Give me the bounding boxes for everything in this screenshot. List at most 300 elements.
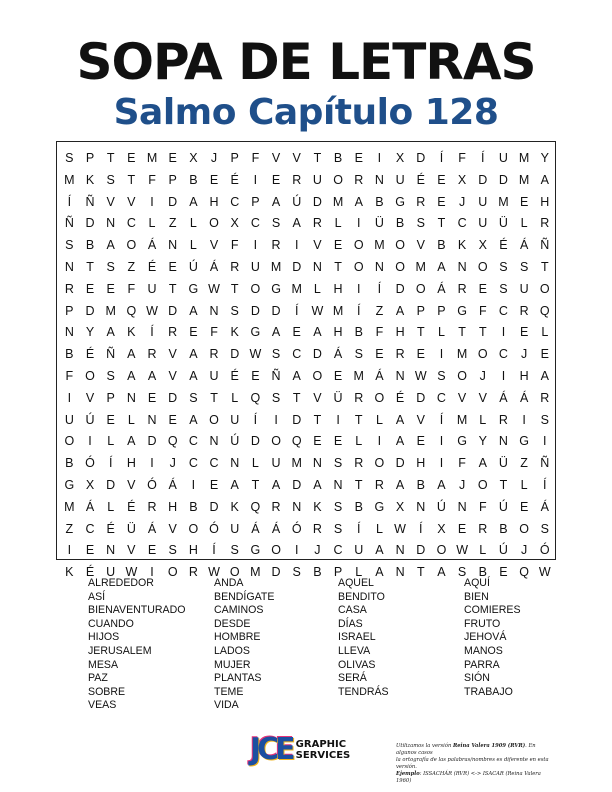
grid-cell: A	[127, 347, 136, 362]
grid-cell: A	[292, 216, 301, 231]
grid-cell: Ó	[209, 521, 219, 536]
grid-cell: V	[457, 390, 467, 405]
grid-cell: H	[168, 499, 178, 514]
grid-cell: É	[499, 238, 508, 253]
grid-cell: B	[313, 565, 322, 580]
grid-cell: B	[85, 238, 95, 253]
grid-cell: Y	[85, 325, 95, 340]
grid-cell: Á	[147, 238, 157, 253]
grid-cell: W	[538, 565, 551, 580]
grid-row	[59, 431, 555, 453]
grid-cell: E	[499, 565, 508, 580]
grid-cell: A	[540, 368, 549, 383]
grid-cell: F	[458, 456, 466, 471]
grid-cell: T	[313, 151, 322, 165]
grid-cell: I	[501, 325, 506, 340]
grid-cell: N	[395, 565, 405, 580]
grid-cell: R	[230, 259, 240, 274]
grid-cell: U	[271, 456, 281, 471]
grid-cell: A	[437, 477, 446, 492]
grid-cell: F	[230, 238, 239, 253]
grid-cell: E	[251, 368, 260, 383]
word-item: PAZ	[88, 672, 108, 685]
grid-cell: F	[148, 172, 156, 187]
grid-cell: N	[333, 477, 343, 492]
grid-cell: L	[520, 216, 528, 231]
grid-cell: E	[147, 543, 157, 558]
grid-cell: K	[313, 499, 322, 514]
grid-cell: E	[106, 412, 115, 427]
word-item: TENDRÁS	[338, 685, 389, 698]
grid-cell: G	[188, 281, 199, 296]
grid-cell: N	[64, 259, 74, 274]
grid-cell: Á	[375, 368, 384, 383]
grid-cell: T	[313, 412, 322, 427]
grid-cell: F	[210, 325, 218, 340]
grid-cell: I	[357, 281, 361, 296]
word-item: CUANDO	[88, 617, 134, 630]
grid-cell: E	[168, 412, 177, 427]
grid-cell: O	[250, 281, 261, 296]
grid-cell: B	[354, 325, 363, 340]
grid-cell: D	[250, 303, 260, 318]
grid-cell: C	[209, 456, 219, 471]
grid-cell: D	[271, 565, 281, 580]
grid-cell: C	[292, 347, 302, 362]
grid-cell: N	[209, 434, 219, 449]
word-item: JERUSALEM	[88, 644, 152, 657]
grid-row	[59, 475, 555, 497]
grid-cell: I	[253, 172, 258, 187]
grid-cell: S	[271, 347, 281, 362]
grid-cell: G	[250, 325, 261, 340]
grid-cell: H	[126, 456, 136, 471]
grid-cell: B	[478, 565, 487, 580]
grid-cell: S	[168, 543, 177, 558]
grid-cell: I	[501, 368, 506, 383]
grid-cell: T	[334, 259, 342, 274]
grid-cell: U	[230, 521, 240, 536]
grid-cell: I	[377, 151, 382, 165]
grid-cell: N	[312, 259, 322, 274]
grid-cell: V	[416, 238, 425, 253]
grid-cell: I	[543, 434, 547, 449]
grid-cell: S	[271, 216, 281, 231]
word-item: ALREDEDOR	[88, 577, 154, 589]
grid-cell: G	[457, 303, 467, 318]
grid-cell: O	[395, 238, 405, 253]
grid-cell: S	[65, 238, 74, 253]
grid-cell: C	[436, 390, 446, 405]
grid-cell: V	[292, 151, 301, 165]
grid-cell: V	[168, 368, 177, 383]
word-item: LADOS	[214, 644, 250, 657]
grid-cell: G	[374, 499, 385, 514]
grid-cell: T	[416, 325, 425, 340]
grid-cell: O	[436, 543, 447, 558]
grid-cell: O	[188, 521, 199, 536]
grid-cell: Í	[439, 151, 444, 165]
grid-cell: Z	[520, 456, 528, 471]
grid-cell: T	[354, 412, 363, 427]
grid-cell: W	[311, 303, 324, 318]
grid-row	[59, 192, 555, 214]
grid-cell: X	[85, 477, 95, 492]
grid-cell: E	[168, 151, 177, 165]
grid-cell: D	[498, 172, 508, 187]
grid-cell: R	[395, 347, 405, 362]
word-item: AQUEL	[338, 577, 374, 589]
grid-cell: L	[107, 434, 115, 449]
grid-cell: A	[271, 194, 281, 209]
grid-cell: M	[332, 194, 344, 209]
grid-cell: D	[106, 477, 116, 492]
grid-cell: A	[127, 434, 136, 449]
grid-cell: E	[519, 499, 529, 514]
word-item: CAMINOS	[214, 604, 264, 617]
grid-cell: D	[168, 194, 178, 209]
grid-cell: Q	[519, 565, 529, 580]
grid-cell: C	[498, 303, 508, 318]
grid-cell: O	[457, 368, 467, 383]
grid-cell: I	[522, 412, 526, 427]
grid-cell: B	[416, 477, 425, 492]
grid-cell: E	[416, 434, 425, 449]
grid-cell: N	[147, 412, 157, 427]
grid-cell: E	[333, 434, 343, 449]
grid-cell: B	[395, 216, 405, 231]
grid-cell: V	[127, 543, 136, 558]
grid-cell: W	[208, 565, 220, 580]
grid-cell: K	[457, 238, 467, 253]
grid-cell: X	[395, 499, 405, 514]
word-item: DÍAS	[338, 617, 363, 630]
grid-cell: S	[106, 368, 115, 383]
grid-cell: Í	[253, 412, 258, 427]
grid-cell: É	[85, 347, 95, 362]
grid-cell: E	[313, 434, 322, 449]
page-title: SOPA DE LETRAS	[76, 33, 536, 91]
grid-cell: U	[478, 216, 488, 231]
grid-cell: M	[456, 347, 468, 362]
grid-cell: E	[437, 172, 446, 187]
grid-cell: R	[540, 390, 550, 405]
grid-cell: O	[539, 281, 550, 296]
grid-cell: O	[353, 259, 364, 274]
grid-cell: Q	[539, 303, 550, 318]
grid-cell: É	[395, 390, 405, 405]
grid-cell: O	[229, 565, 240, 580]
grid-cell: S	[189, 390, 198, 405]
grid-cell: Z	[168, 216, 177, 231]
grid-cell: R	[147, 499, 157, 514]
grid-cell: A	[478, 456, 487, 471]
grid-cell: W	[394, 521, 406, 536]
grid-cell: X	[395, 151, 405, 165]
grid-row	[59, 322, 555, 344]
grid-cell: R	[312, 521, 322, 536]
grid-cell: M	[374, 238, 385, 253]
word-item: MESA	[88, 658, 119, 671]
grid-cell: E	[85, 281, 95, 296]
grid-cell: B	[333, 151, 343, 165]
grid-cell: Ú	[498, 499, 508, 514]
grid-cell: P	[230, 151, 239, 165]
word-item: HOMBRE	[214, 631, 261, 644]
grid-cell: S	[106, 172, 115, 187]
grid-cell: D	[312, 347, 322, 362]
grid-cell: I	[150, 456, 154, 471]
grid-cell: S	[333, 499, 343, 514]
grid-cell: Ü	[126, 521, 136, 536]
grid-cell: Ü	[498, 216, 508, 231]
grid-cell: K	[65, 565, 74, 580]
grid-cell: L	[148, 216, 156, 231]
word-item: SIÓN	[464, 672, 490, 685]
grid-cell: A	[375, 565, 384, 580]
word-item: DESDE	[214, 617, 251, 630]
grid-cell: S	[230, 543, 239, 558]
grid-cell: I	[191, 477, 196, 492]
grid-cell: I	[357, 216, 361, 231]
grid-cell: É	[230, 368, 239, 383]
grid-cell: Y	[478, 434, 487, 449]
grid-row	[59, 170, 555, 192]
grid-cell: Í	[294, 303, 299, 318]
grid-cell: O	[64, 434, 75, 449]
grid-cell: M	[291, 281, 302, 296]
grid-cell: T	[210, 390, 218, 405]
grid-cell: J	[314, 543, 321, 558]
grid-cell: D	[416, 151, 426, 165]
grid-cell: S	[333, 521, 343, 536]
grid-cell: É	[230, 172, 239, 187]
grid-cell: C	[188, 434, 198, 449]
grid-cell: R	[374, 477, 384, 492]
grid-cell: U	[230, 412, 240, 427]
grid-row	[59, 279, 555, 301]
grid-cell: W	[125, 565, 138, 580]
grid-cell: H	[333, 325, 343, 340]
grid-cell: S	[292, 565, 301, 580]
grid-row	[59, 388, 555, 410]
grid-cell: O	[209, 216, 219, 231]
grid-cell: L	[520, 477, 528, 492]
grid-cell: O	[374, 390, 385, 405]
grid-cell: U	[395, 172, 405, 187]
grid-cell: I	[439, 347, 444, 362]
grid-row	[59, 213, 555, 235]
grid-cell: Ü	[374, 216, 384, 231]
word-item: SERÁ	[338, 672, 367, 685]
grid-cell: Ú	[188, 259, 198, 274]
grid-cell: D	[416, 543, 426, 558]
grid-cell: E	[209, 477, 219, 492]
grid-cell: D	[312, 194, 322, 209]
grid-cell: B	[65, 456, 74, 471]
grid-cell: A	[313, 325, 322, 340]
word-item: BIEN	[464, 590, 489, 603]
grid-cell: O	[333, 172, 343, 187]
word-item: MANOS	[464, 644, 503, 657]
grid-cell: J	[169, 456, 176, 471]
grid-cell: C	[230, 194, 240, 209]
grid-cell: P	[85, 151, 95, 165]
grid-cell: V	[416, 412, 425, 427]
grid-cell: D	[168, 390, 178, 405]
grid-cell: K	[230, 325, 239, 340]
grid-cell: Í	[377, 281, 382, 296]
grid-row	[59, 301, 555, 323]
grid-cell: B	[375, 194, 384, 209]
grid-cell: R	[540, 216, 550, 231]
grid-cell: D	[271, 303, 281, 318]
grid-cell: I	[377, 434, 382, 449]
grid-cell: Í	[108, 456, 113, 471]
grid-cell: B	[189, 172, 198, 187]
grid-cell: K	[230, 499, 239, 514]
grid-cell: B	[499, 521, 508, 536]
grid-cell: M	[105, 303, 116, 318]
grid-cell: C	[188, 456, 198, 471]
grid-cell: H	[519, 368, 529, 383]
note-line1-c: . En algunos casos	[396, 743, 536, 756]
grid-cell: D	[395, 281, 405, 296]
grid-cell: A	[437, 259, 446, 274]
grid-cell: W	[249, 347, 262, 362]
grid-cell: E	[437, 194, 446, 209]
grid-cell: U	[519, 281, 529, 296]
grid-cell: E	[85, 543, 95, 558]
grid-cell: E	[457, 521, 467, 536]
grid-cell: X	[437, 521, 446, 536]
grid-cell: D	[416, 390, 426, 405]
grid-cell: Á	[519, 238, 529, 253]
logo-mark: JCE	[250, 732, 292, 767]
grid-cell: U	[498, 151, 508, 165]
grid-cell: A	[375, 543, 384, 558]
grid-cell: Q	[167, 434, 178, 449]
grid-cell: E	[375, 347, 384, 362]
grid-cell: N	[457, 259, 467, 274]
grid-cell: D	[292, 412, 302, 427]
grid-cell: M	[518, 151, 530, 165]
grid-cell: I	[336, 412, 340, 427]
grid-cell: Ú	[230, 434, 240, 449]
grid-cell: Í	[439, 412, 444, 427]
grid-cell: O	[415, 281, 426, 296]
grid-row	[59, 344, 555, 366]
word-item: VEAS	[88, 699, 117, 712]
grid-cell: E	[333, 238, 343, 253]
grid-cell: F	[375, 325, 384, 340]
word-item: ASÍ	[88, 590, 106, 603]
grid-cell: P	[168, 172, 177, 187]
word-item: PLANTAS	[214, 672, 262, 685]
grid-cell: H	[209, 194, 219, 209]
grid-cell: P	[106, 390, 115, 405]
grid-cell: N	[230, 456, 240, 471]
grid-cell: I	[150, 194, 154, 209]
grid-cell: B	[189, 499, 198, 514]
grid-cell: B	[65, 347, 74, 362]
grid-cell: R	[188, 565, 198, 580]
grid-cell: I	[294, 543, 299, 558]
grid-cell: S	[437, 368, 446, 383]
grid-cell: W	[146, 303, 158, 318]
grid-cell: X	[230, 216, 239, 231]
grid-cell: D	[478, 172, 488, 187]
grid-cell: S	[106, 259, 115, 274]
grid-cell: F	[65, 368, 74, 383]
grid-cell: Á	[271, 521, 281, 536]
grid-cell: V	[168, 347, 177, 362]
grid-cell: N	[498, 434, 508, 449]
grid-cell: M	[250, 565, 261, 580]
grid-cell: Í	[357, 303, 361, 318]
grid-cell: W	[456, 543, 468, 558]
grid-cell: W	[208, 281, 220, 296]
grid-cell: G	[457, 434, 467, 449]
grid-cell: N	[292, 499, 302, 514]
word-item: BIENAVENTURADO	[88, 604, 186, 617]
grid-cell: Á	[333, 347, 343, 362]
grid-cell: S	[540, 521, 549, 536]
grid-cell: L	[375, 521, 383, 536]
grid-cell: B	[437, 238, 446, 253]
grid-cell: R	[354, 390, 364, 405]
grid-cell: Í	[67, 194, 72, 209]
grid-cell: D	[292, 477, 302, 492]
grid-cell: D	[209, 499, 219, 514]
grid-cell: V	[313, 238, 322, 253]
grid-cell: S	[416, 216, 425, 231]
grid-cell: Í	[357, 521, 361, 536]
word-item: JEHOVÁ	[464, 631, 507, 644]
grid-cell: C	[333, 543, 343, 558]
grid-cell: Ü	[333, 390, 343, 405]
grid-cell: V	[127, 194, 136, 209]
grid-cell: S	[457, 565, 467, 580]
grid-cell: N	[395, 368, 405, 383]
grid-cell: E	[519, 325, 529, 340]
grid-cell: A	[189, 368, 198, 383]
grid-cell: Ü	[498, 456, 508, 471]
grid-cell: D	[85, 216, 95, 231]
grid-cell: O	[126, 238, 137, 253]
grid-cell: Ñ	[64, 216, 74, 231]
grid-cell: E	[147, 390, 157, 405]
grid-cell: F	[458, 151, 466, 165]
grid-row	[59, 366, 555, 388]
grid-cell: A	[313, 477, 322, 492]
grid-cell: H	[188, 543, 198, 558]
word-item: VIDA	[214, 699, 239, 712]
grid-cell: A	[292, 368, 301, 383]
grid-cell: I	[67, 543, 72, 558]
grid-cell: N	[106, 543, 116, 558]
grid-cell: A	[271, 325, 281, 340]
word-column	[88, 577, 214, 713]
letter-grid-inner	[57, 148, 555, 584]
grid-cell: A	[395, 303, 405, 318]
grid-cell: O	[477, 477, 488, 492]
grid-cell: M	[456, 412, 468, 427]
grid-cell: R	[271, 238, 281, 253]
grid-cell: G	[395, 194, 405, 209]
word-item: BENDITO	[338, 590, 385, 603]
grid-cell: N	[312, 456, 322, 471]
